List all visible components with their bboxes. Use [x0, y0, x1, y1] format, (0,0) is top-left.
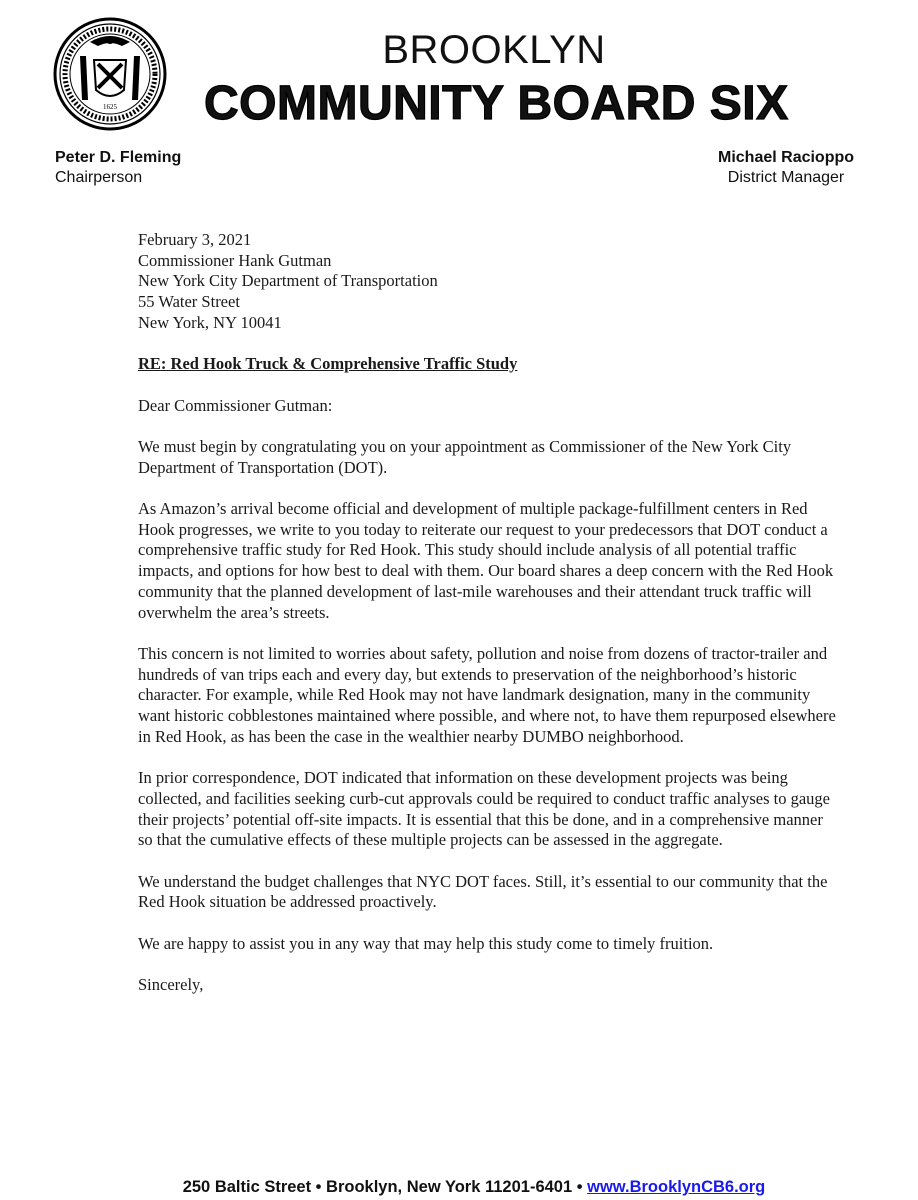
- subject-line: RE: Red Hook Truck & Comprehensive Traffic Study: [138, 354, 518, 374]
- letterhead-line2: COMMUNITY BOARD SIX: [204, 77, 789, 130]
- closing: Sincerely,: [138, 975, 204, 995]
- website-link[interactable]: www.BrooklynCB6.org: [587, 1178, 766, 1196]
- footer: [0, 1178, 918, 1197]
- recipient-line: New York City Department of Transportation: [138, 271, 438, 291]
- chairperson-block: [55, 148, 181, 188]
- paragraph: In prior correspondence, DOT indicated that information on these development projects was being collected, and facilities seeking curb-cut approvals could be required to conduct traffic analyses to gauge their projects’ potential off-site impacts. It is essential that this be done, and in a comprehensive manner so that the cumulative effects of these multiple projects can be assessed in the aggregate.: [138, 768, 830, 850]
- recipient-line: New York, NY 10041: [138, 312, 282, 332]
- district-manager-block: [718, 148, 854, 188]
- paragraph: We must begin by congratulating you on your appointment as Commissioner of the New York City Department of Transportation (DOT).: [138, 436, 792, 477]
- chairperson-name: Peter D. Fleming: [55, 149, 182, 166]
- footer-address: 250 Baltic Street • Brooklyn, New York 11201-6401 •: [182, 1178, 588, 1196]
- salutation: Dear Commissioner Gutman:: [138, 395, 333, 415]
- paragraph: This concern is not limited to worries about safety, pollution and noise from dozens of tractor-trailer and hundreds of van trips each and every day, but extends to preservation of the neighborhood’s historic character. For example, while Red Hook may not have landmark designation, many in the community want historic cobblestones maintained where possible, and where not, to have them repurposed elsewhere in Red Hook, as has been the case in the wealthier nearby DUMBO neighborhood.: [138, 643, 836, 746]
- svg-text:1625: 1625: [103, 103, 117, 111]
- paragraph: We understand the budget challenges that NYC DOT faces. Still, it’s essential to our community that the Red Hook situation be addressed proactively.: [138, 871, 828, 912]
- district-manager-name: Michael Racioppo: [718, 149, 855, 166]
- letter-date: February 3, 2021: [138, 230, 252, 249]
- district-manager-title: District Manager: [727, 169, 845, 186]
- recipient-line: 55 Water Street: [138, 292, 240, 312]
- address-block: [138, 230, 838, 334]
- paragraph: We are happy to assist you in any way that may help this study come to timely fruition.: [138, 933, 714, 953]
- paragraph: As Amazon’s arrival become official and development of multiple package-fulfillment centers in Red Hook progresses, we write to you today to reiterate our request to your predecessors that DOT conduct a comprehensive traffic study for Red Hook. This study should include analysis of all potential traffic impacts, and options for how best to deal with them. Our board shares a deep concern with the Red Hook community that the planned development of last-mile warehouses and their attendant truck traffic will overwhelm the area’s streets.: [138, 499, 834, 622]
- letter-body: [138, 230, 838, 1017]
- chairperson-title: Chairperson: [55, 169, 143, 186]
- recipient-line: Commissioner Hank Gutman: [138, 250, 332, 270]
- letterhead-line1: BROOKLYN: [382, 28, 606, 72]
